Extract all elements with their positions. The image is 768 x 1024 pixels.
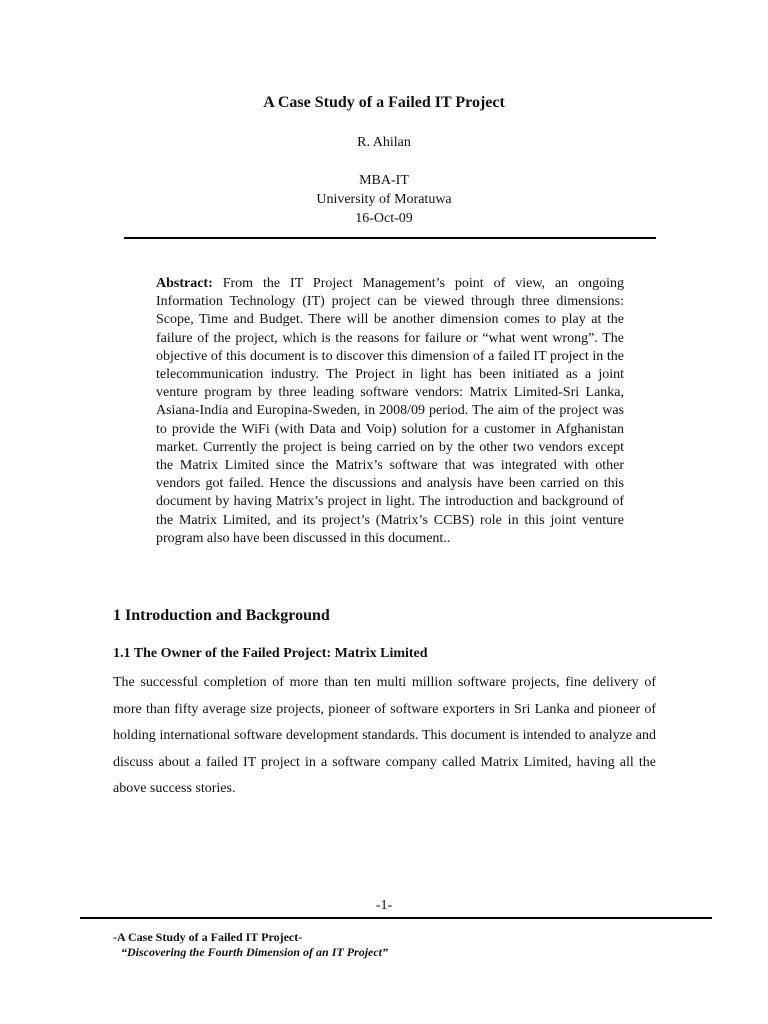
author-name: R. Ahilan bbox=[357, 135, 411, 150]
university: University of Moratuwa bbox=[316, 192, 452, 207]
abstract-label: Abstract: bbox=[156, 276, 213, 291]
header-rule bbox=[124, 237, 656, 239]
footer-subtitle: “Discovering the Fourth Dimension of an IT Project” bbox=[121, 945, 389, 959]
abstract-text: From the IT Project Management’s point of view, an ongoing Information Technology (IT) project can be viewed through three dimensions: Scope, Time and Budget. There will be another dimension comes to play at the failure of the project, which is the reasons for failure or “what went wrong”. The objective of this document is to discover this dimension of a failed IT project in the telecommunication industry. The Project in light has been initiated as a joint venture program by three leading software vendors: Matrix Limited-Sri Lanka, Asiana-India and Europina-Sweden, in 2008/09 period. The aim of the project was to provide the WiFi (with Data and Voip) solution for a customer in Afghanistan market. Currently the project is being carried on by the other two vendors except the Matrix Limited since the Matrix’s software that was integrated with other vendors got failed. Hence the discussions and analysis have been carried on this document by having Matrix’s project in light. The introduction and background of the Matrix Limited, and its project’s (Matrix’s CCBS) role in this joint venture program also have been discussed in this document.. bbox=[156, 276, 624, 546]
section-heading: 1 Introduction and Background bbox=[113, 607, 330, 624]
footer-rule bbox=[80, 917, 712, 919]
footer-title: -A Case Study of a Failed IT Project- bbox=[113, 930, 303, 944]
page-number: -1- bbox=[375, 898, 393, 913]
affiliation-block bbox=[0, 171, 768, 228]
subsection-heading: 1.1 The Owner of the Failed Project: Matrix Limited bbox=[113, 646, 428, 661]
date: 16-Oct-09 bbox=[355, 211, 413, 226]
document-title: A Case Study of a Failed IT Project bbox=[263, 94, 505, 111]
degree: MBA-IT bbox=[359, 173, 409, 188]
abstract bbox=[156, 275, 624, 548]
body-paragraph: The successful completion of more than ten multi million software projects, fine delivery of more than fifty average size projects, pioneer of software exporters in Sri Lanka and pioneer of holding international software development standards. This document is intended to analyze and discuss about a failed IT project in a software company called Matrix Limited, having all the above success stories. bbox=[113, 675, 656, 796]
